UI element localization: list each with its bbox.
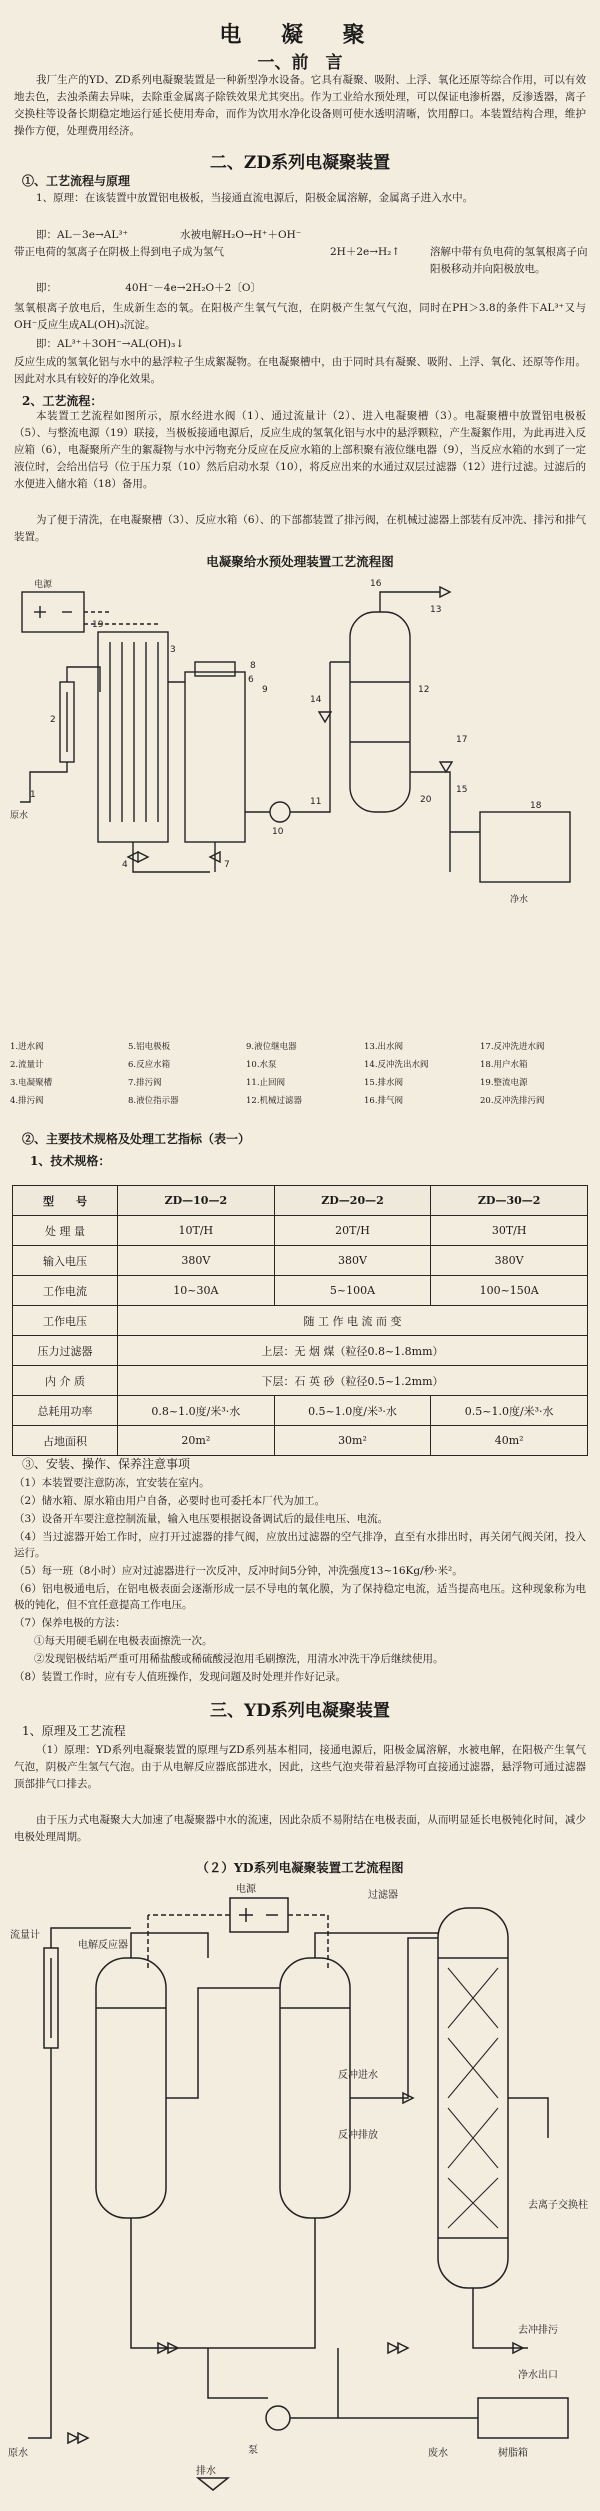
label-clean-water-outlet: 净水出口 <box>518 2370 558 2381</box>
row-label: 内 介 质 <box>13 1366 118 1396</box>
legend-item: 14.反冲洗出水阀 <box>364 1060 429 1070</box>
legend-item: 6.反应水箱 <box>128 1060 171 1070</box>
table-row <box>13 1366 588 1396</box>
legend-item: 7.排污阀 <box>128 1078 162 1088</box>
label-pump: 泵 <box>248 2445 258 2456</box>
table-cell: 0.8~1.0度/米³·水 <box>118 1396 275 1426</box>
label-waste-water: 废水 <box>428 2448 448 2459</box>
table-cell: 0.5~1.0度/米³·水 <box>431 1396 588 1426</box>
page-title: 电 凝 聚 <box>219 22 381 48</box>
install-sub: ③、安装、操作、保养注意事项 <box>22 1457 191 1471</box>
legend-item: 4.排污阀 <box>10 1096 44 1106</box>
row-label: 总耗用功率 <box>13 1396 118 1426</box>
install-item: （8）装置工作时，应有专人值班操作，发现问题及时处理并作好记录。 <box>14 1671 347 1683</box>
yd-heading: 三、YD系列电凝聚装置 <box>210 1701 390 1721</box>
svg-text:10: 10 <box>272 827 284 837</box>
text-4: 反应生成的氢氧化铝与水中的悬浮粒子生成絮凝物。在电凝聚槽中，由于同时具有凝聚、吸附、上浮、氧化、还原等作用。因此对水具有较好的净化效果。 <box>14 356 586 385</box>
table-cell: 0.5~1.0度/米³·水 <box>274 1396 431 1426</box>
legend-item: 16.排气阀 <box>364 1096 404 1106</box>
equation-1a: 即：AL－3e→AL³⁺ <box>36 229 129 241</box>
install-item: （6）铝电极通电后，在铝电极表面会逐渐形成一层不导电的氧化膜，为了保持稳定电流，适当提高电压。这种现象称为电极的钝化，但不宜任意提高工作电压。 <box>14 1583 586 1611</box>
table-row <box>13 1276 588 1306</box>
install-item: （3）设备开车要注意控制流量，输入电压要根据设备调试后的最佳电压、电流。 <box>14 1513 389 1525</box>
label-power: 电源 <box>236 1884 256 1895</box>
install-item: ①每天用硬毛刷在电极表面擦洗一次。 <box>34 1635 213 1647</box>
table-header-cell: ZD—30—2 <box>431 1186 588 1216</box>
legend-item: 3.电凝聚槽 <box>10 1078 53 1088</box>
legend-item: 18.用户水箱 <box>480 1060 528 1070</box>
resin-box <box>478 2398 568 2438</box>
equation-3: 即： 40H⁻－4e→2H₂O＋2〔O〕 <box>36 282 261 294</box>
zd-sub1: ①、工艺流程与原理 <box>22 174 131 188</box>
label-raw-water: 原水 <box>8 2448 28 2459</box>
table-header-cell: ZD—10—2 <box>118 1186 275 1216</box>
zd-process-diagram <box>10 572 590 1032</box>
label-flowmeter: 流量计 <box>10 1930 40 1941</box>
power-box <box>230 1898 288 1932</box>
yd-text-2: 由于压力式电凝聚大大加速了电凝聚器中水的流速，因此杂质不易附结在电极表面，从而明显延长电极钝化时间，减少电极处理周期。 <box>14 1814 586 1843</box>
table-row <box>13 1396 588 1426</box>
legend-item: 2.流量计 <box>10 1060 44 1070</box>
row-label: 压力过滤器 <box>13 1336 118 1366</box>
svg-text:4: 4 <box>122 860 128 870</box>
table-cell: 10~30A <box>118 1276 275 1306</box>
label-drain: 排水 <box>196 2466 216 2477</box>
reaction-tank <box>185 672 245 842</box>
install-item: （5）每一班（8小时）应对过滤器进行一次反冲，反冲时间5分钟，冲洗强度13~16Kg/秒·米²。 <box>14 1565 463 1577</box>
equation-2: 2H＋2e→H₂↑ <box>330 246 401 258</box>
legend-item: 8.液位指示器 <box>128 1096 179 1106</box>
diagram-label-clean-water: 净水 <box>510 895 529 905</box>
mechanical-filter <box>350 612 410 812</box>
install-item: （1）本装置要注意防冻，宜安装在室内。 <box>14 1477 210 1489</box>
label-resin-box: 树脂箱 <box>498 2448 528 2459</box>
yd-diagram-title: （２）YD系列电凝聚装置工艺流程图 <box>196 1860 404 1875</box>
spec-table <box>12 1185 588 1456</box>
table-header-cell: 型 号 <box>13 1186 118 1216</box>
install-item: （7）保养电极的方法： <box>14 1617 126 1629</box>
flow-heading: 2、工艺流程： <box>22 394 103 408</box>
svg-text:17: 17 <box>456 735 468 745</box>
table-cell: 100~150A <box>431 1276 588 1306</box>
svg-text:8: 8 <box>250 661 256 671</box>
label-filter: 过滤器 <box>368 1890 398 1901</box>
principle-text: 1、原理：在该装置中放置铝电极板，当接通直流电源后，阳极金属溶解，金属离子进入水中。 <box>36 192 474 204</box>
label-flush-drain: 去冲排污 <box>518 2325 558 2336</box>
rectifier-power-box <box>22 592 84 632</box>
svg-text:3: 3 <box>170 645 176 655</box>
svg-text:12: 12 <box>418 685 430 695</box>
row-label: 输入电压 <box>13 1246 118 1276</box>
diagram-label-raw-water: 原水 <box>10 811 29 821</box>
svg-text:9: 9 <box>262 685 268 695</box>
table-cell-span: 下层：石 英 砂（粒径0.5~1.2mm） <box>118 1366 588 1396</box>
svg-text:19: 19 <box>92 620 104 630</box>
table-cell: 380V <box>431 1246 588 1276</box>
svg-text:20: 20 <box>420 795 432 805</box>
table-row <box>13 1306 588 1336</box>
table-cell: 10T/H <box>118 1216 275 1246</box>
svg-text:6: 6 <box>248 675 254 685</box>
row-label: 处 理 量 <box>13 1216 118 1246</box>
svg-text:15: 15 <box>456 785 468 795</box>
legend-item: 19.整流电源 <box>480 1078 528 1088</box>
table-cell: 30m² <box>274 1426 431 1456</box>
yd-text-1: （1）原理：YD系列电凝聚装置的原理与ZD系列基本相同，接通电源后，阳极金属溶解，水被电解，在阳极产生氧气气泡，阴极产生氢气气泡。由于从电解反应器底部进水，因此，这些气泡夹带着悬浮物可直接通过滤器，悬浮物可通过滤器顶部排气口排去。 <box>14 1744 586 1790</box>
install-item: ②发现铝极结垢严重可用稀盐酸或稀硫酸浸泡用毛刷擦洗，用清水冲洗干净后继续使用。 <box>34 1653 444 1665</box>
text-3: 氢氧根离子放电后，生成新生态的氧。在阳极产生氧气气泡，在阴极产生氢气气泡，同时在PH＞3.8的条件下AL³⁺又与OH⁻反应生成AL(OH)₃沉淀。 <box>14 302 586 331</box>
legend-item: 9.液位继电器 <box>246 1042 297 1052</box>
reactor-right <box>280 1958 350 2218</box>
svg-text:7: 7 <box>224 860 230 870</box>
table-row <box>13 1426 588 1456</box>
spec-label: 1、技术规格： <box>30 1154 111 1168</box>
table-row <box>13 1336 588 1366</box>
zd-heading: 二、ZD系列电凝聚装置 <box>209 153 391 173</box>
legend-item: 20.反冲洗排污阀 <box>480 1096 545 1106</box>
table-cell: 20T/H <box>274 1216 431 1246</box>
svg-text:16: 16 <box>370 579 382 589</box>
row-label: 工作电压 <box>13 1306 118 1336</box>
reactor-left <box>96 1958 166 2218</box>
foreword-heading: 一、前 言 <box>257 53 343 73</box>
flow-text: 本装置工艺流程如图所示，原水经进水阀（1）、通过流量计（2）、进入电凝聚槽（3）。电凝聚槽中放置铝电极板（5）、与整流电源（19）联接，当极板接通电源后，反应生成的氢氧化铝与水中的悬浮颗粒，产生凝絮作用，为此再进入反应箱（6），电凝聚所产生的絮凝物与水中污物充分反应在反应水箱的上部积聚有液位继电器（9），当反应水箱的水到了一定液位时，会给出信号（位于压力泵（10）然后启动水泵（10），将反应出来的水通过双层过滤器（12）进行过滤。过滤后的水便进入储水箱（18）备用。 <box>14 410 586 490</box>
legend-item: 10.水泵 <box>246 1060 277 1070</box>
label-backwash-out: 反冲排放 <box>338 2130 378 2141</box>
foreword-text: 我厂生产的YD、ZD系列电凝聚装置是一种新型净水设备。它具有凝聚、吸附、上浮、氧化还原等综合作用，可以有效地去色，去浊杀菌去异味，去除重金属离子除铁效果尤其突出。作为工业给水预处理，可以保证电渗析器，反渗透器，离子交换柱等设备长期稳定地运行延长使用寿命，而作为饮用水净化设备则可使水透明清晰，饮用醇口。本装置结构合理，维护操作方便，处理费用经济。 <box>14 74 586 137</box>
table-cell: 20m² <box>118 1426 275 1456</box>
legend-item: 5.铝电极板 <box>128 1042 171 1052</box>
svg-text:1: 1 <box>30 790 36 800</box>
table-cell: 40m² <box>431 1426 588 1456</box>
table-cell: 5~100A <box>274 1276 431 1306</box>
zd-diagram-title: 电凝聚给水预处理装置工艺流程图 <box>206 554 394 569</box>
svg-text:2: 2 <box>50 715 56 725</box>
row-label: 工作电流 <box>13 1276 118 1306</box>
legend-item: 17.反冲洗进水阀 <box>480 1042 545 1052</box>
svg-text:13: 13 <box>430 605 442 615</box>
table-cell: 30T/H <box>431 1216 588 1246</box>
table-cell: 380V <box>118 1246 275 1276</box>
pump-symbol <box>266 2406 290 2430</box>
yd-process-diagram <box>8 1878 592 2498</box>
table-cell: 380V <box>274 1246 431 1276</box>
svg-text:11: 11 <box>310 797 322 807</box>
table-cell-span: 上层：无 烟 煤（粒径0.8~1.8mm） <box>118 1336 588 1366</box>
legend-item: 13.出水阀 <box>364 1042 404 1052</box>
table-header-row <box>13 1186 588 1216</box>
text-2b: 溶解中带有负电荷的氢氧根离子向阳极移动并向阳极放电。 <box>430 246 588 275</box>
install-item: （4）当过滤器开始工作时，应打开过滤器的排气阀，应放出过滤器的空气排净，直至有水排出时，再关闭气阀关闭，投入运行。 <box>14 1531 586 1559</box>
legend-item: 1.进水阀 <box>10 1042 44 1052</box>
pump-symbol <box>270 802 290 822</box>
text-2: 带正电荷的氢离子在阴极上得到电子成为氢气 <box>14 246 224 258</box>
label-backwash-in: 反冲进水 <box>338 2070 378 2081</box>
table-header-cell: ZD—20—2 <box>274 1186 431 1216</box>
spec-sub: ②、主要技术规格及处理工艺指标（表一） <box>22 1132 251 1146</box>
zd-diagram-legend <box>10 1040 590 1118</box>
table-row <box>13 1216 588 1246</box>
svg-text:18: 18 <box>530 801 542 811</box>
equation-1b: 水被电解H₂O→H⁺＋OH⁻ <box>180 229 302 241</box>
row-label: 占地面积 <box>13 1426 118 1456</box>
table-cell-span: 随 工 作 电 流 而 变 <box>118 1306 588 1336</box>
label-reactor: 电解反应器 <box>78 1940 128 1951</box>
table-row <box>13 1246 588 1276</box>
legend-item: 15.排水阀 <box>364 1078 404 1088</box>
legend-item: 11.止回阀 <box>246 1078 286 1088</box>
equation-4: 即：AL³⁺＋3OH⁻→AL(OH)₃↓ <box>36 338 185 350</box>
svg-text:14: 14 <box>310 695 322 705</box>
legend-item: 12.机械过滤器 <box>246 1096 303 1106</box>
storage-tank <box>480 812 570 882</box>
yd-sub: 1、原理及工艺流程 <box>22 1724 126 1738</box>
label-ion-exchange: 去离子交换柱 <box>528 2200 588 2211</box>
install-item: （2）储水箱、原水箱由用户自备，必要时也可委托本厂代为加工。 <box>14 1495 326 1507</box>
diagram-label-power: 电源 <box>34 580 53 590</box>
flow-text-2: 为了便于清洗，在电凝聚槽（3）、反应水箱（6）、的下部都装置了排污阀，在机械过滤器上部装有反冲洗、排污和排气装置。 <box>14 514 586 543</box>
